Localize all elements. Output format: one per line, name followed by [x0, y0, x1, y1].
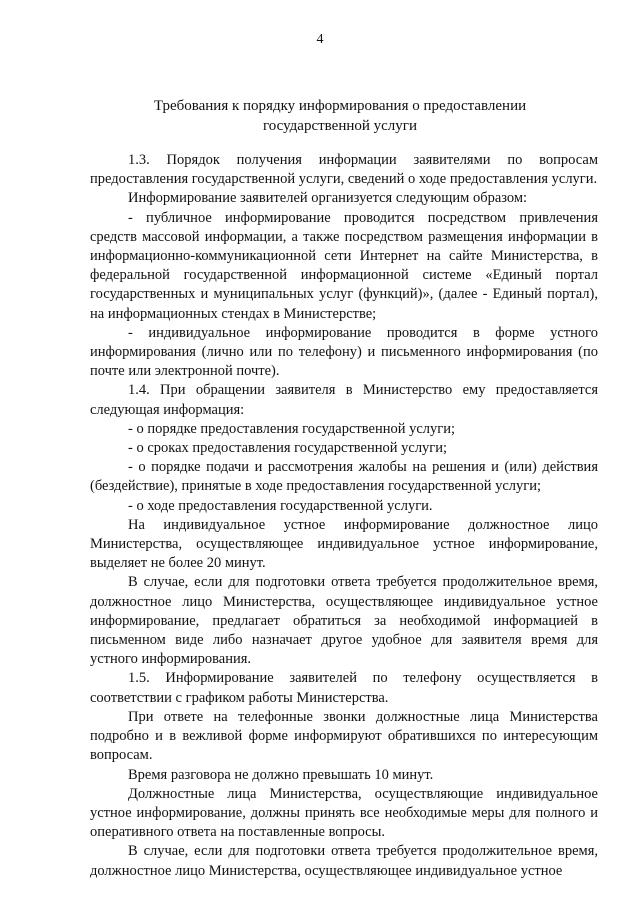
paragraph: - публичное информирование проводится посредством привлечения средств массовой информации, а также посредством размещения информации в информационно-коммуникационной сети Интернет на сайте Министерства, в федеральной государственной информационной системе «Единый портал государственных и муниципальных услуг (функций)», (далее - Единый портал), на информационных стендах в Министерстве; [90, 209, 598, 322]
list-item: - о порядке подачи и рассмотрения жалобы на решения и (или) действия (бездействие), принятые в ходе предоставления государственной услуги; [90, 459, 598, 495]
paragraph: 1.3. Порядок получения информации заявителями по вопросам предоставления государственной услуги, сведений о ходе предоставления услуги. [90, 152, 598, 188]
body-text [90, 151, 598, 881]
paragraph: 1.4. При обращении заявителя в Министерство ему предоставляется следующая информация: [90, 382, 598, 418]
paragraph: При ответе на телефонные звонки должностные лица Министерства подробно и в вежливой форме информируют обратившихся по интересующим вопросам. [90, 708, 598, 764]
section-title-line-2: государственной услуги [263, 118, 417, 134]
paragraph: В случае, если для подготовки ответа требуется продолжительное время, должностное лицо Министерства, осуществляющее индивидуальное устное [90, 843, 598, 879]
paragraph: - индивидуальное информирование проводится в форме устного информирования (лично или по телефону) и письменного информирования (по почте или электронной почте). [90, 324, 598, 380]
paragraph: В случае, если для подготовки ответа требуется продолжительное время, должностное лицо Министерства, осуществляющее индивидуальное устное информирование, предлагает обратиться за необходимой информацией в письменном виде либо назначает другое удобное для заявителя время для устного информирования. [90, 574, 598, 668]
list-item: - о сроках предоставления государственной услуги; [128, 440, 448, 457]
paragraph: Должностные лица Министерства, осуществляющие индивидуальное устное информирование, должны принять все необходимые меры для полного и оперативного ответа на поставленные вопросы. [90, 785, 598, 841]
list-item: - о порядке предоставления государственной услуги; [128, 420, 456, 437]
page-number: 4 [316, 32, 324, 47]
paragraph: 1.5. Информирование заявителей по телефону осуществляется в соответствии с графиком работы Министерства. [90, 670, 598, 706]
section-title [90, 96, 590, 136]
section-title-line-1: Требования к порядку информирования о предоставлении [153, 98, 527, 114]
list-item: - о ходе предоставления государственной услуги. [128, 497, 433, 514]
paragraph: Информирование заявителей организуется следующим образом: [128, 190, 528, 207]
paragraph: На индивидуальное устное информирование должностное лицо Министерства, осуществляющее индивидуальное устное информирование, выделяет не более 20 минут. [90, 516, 598, 572]
paragraph: Время разговора не должно превышать 10 минут. [128, 766, 434, 783]
